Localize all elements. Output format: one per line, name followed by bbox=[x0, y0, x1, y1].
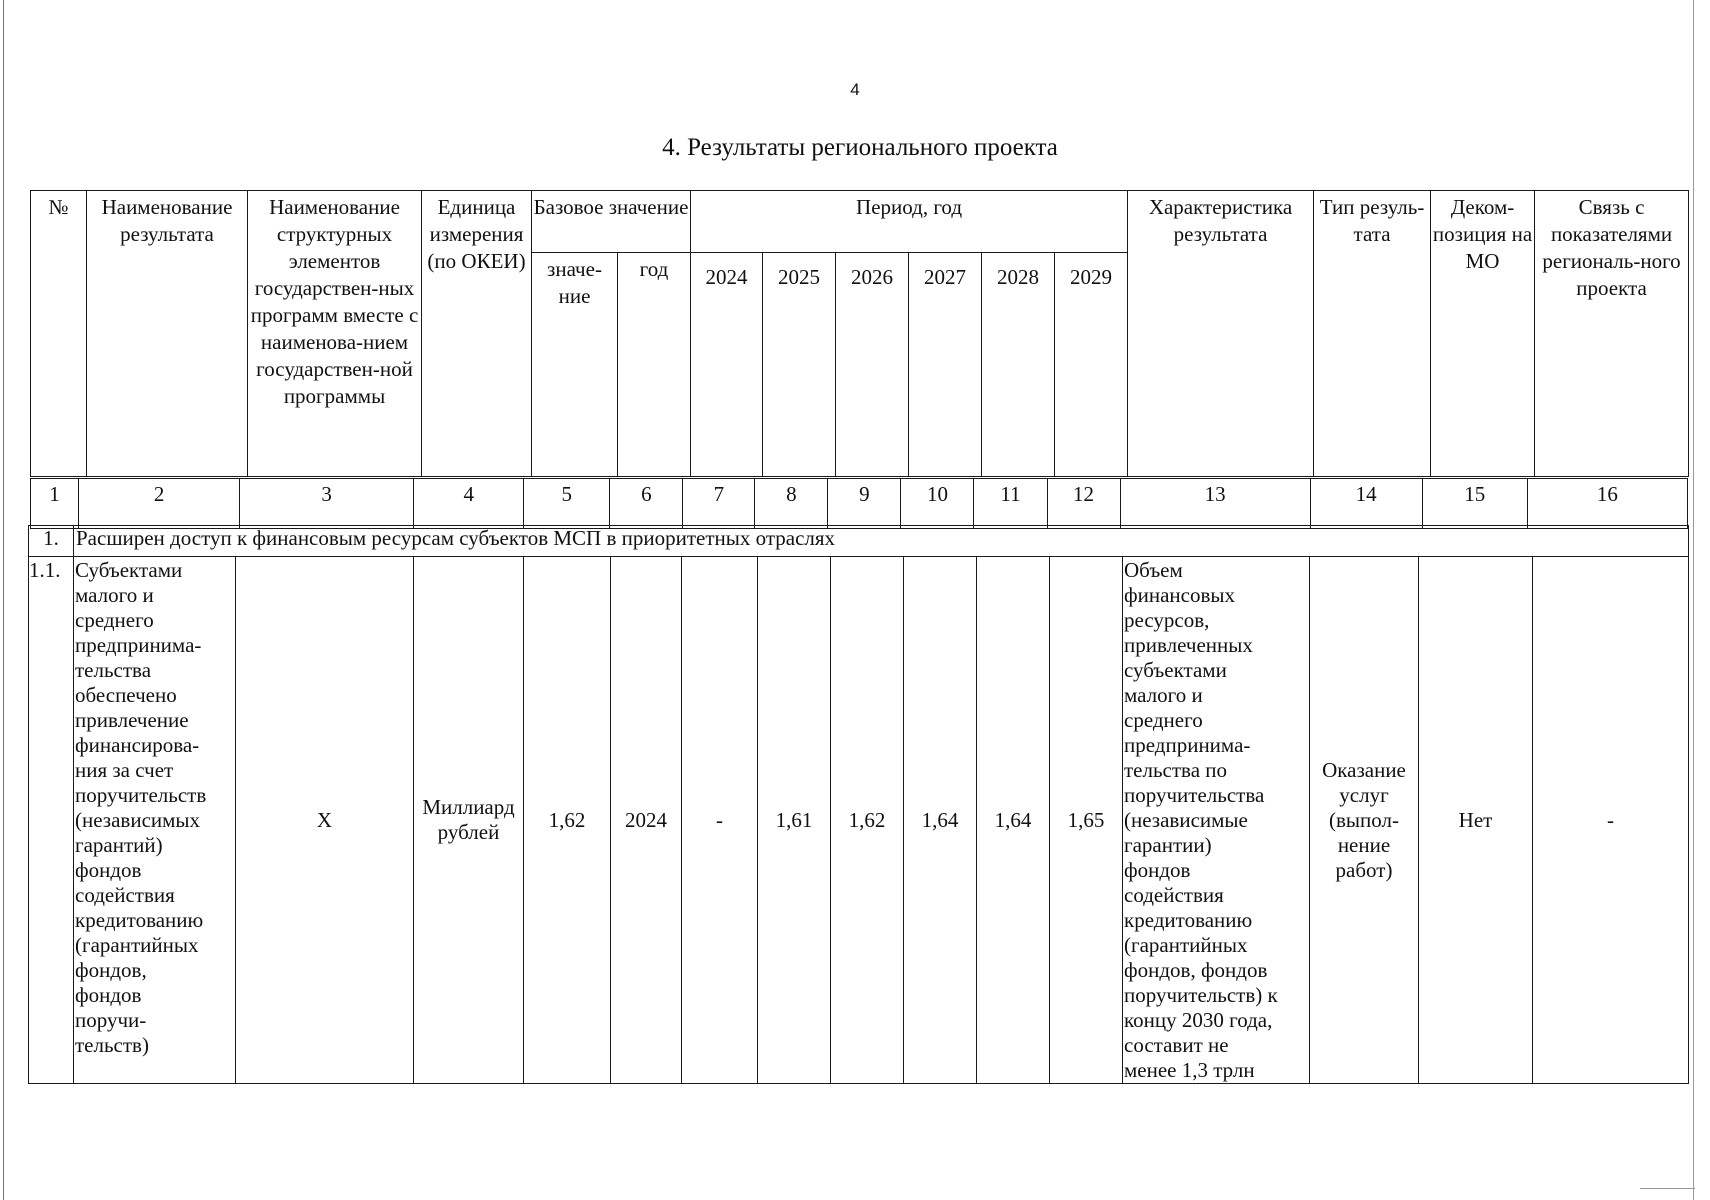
column-number: 1 bbox=[31, 479, 79, 529]
unit: Миллиард рублей bbox=[414, 557, 524, 1084]
column-numbers-row bbox=[30, 478, 1688, 529]
scan-edge-bottom bbox=[1640, 1188, 1695, 1189]
result-characteristic: Объем финансовых ресурсов, привлеченных субъектами малого и среднего предпринима- тельства по поручительства (независимые гарантии) фондов содействия кредитованию (гарантийных фондов, фондов поручительств) к концу 2030 года, составит не менее 1,3 трлн bbox=[1123, 557, 1310, 1084]
column-number: 2 bbox=[79, 479, 240, 529]
column-number: 3 bbox=[240, 479, 414, 529]
scan-edge-right bbox=[1693, 0, 1694, 1200]
column-number: 6 bbox=[610, 479, 683, 529]
header-structural-elements: Наименование структурных элементов государствен-ных программ вместе с наименова-нием государствен-ной программы bbox=[248, 191, 422, 477]
column-number: 15 bbox=[1422, 479, 1527, 529]
header-number: № bbox=[31, 191, 87, 477]
header-year-2027: 2027 bbox=[909, 253, 982, 477]
header-year-2029: 2029 bbox=[1055, 253, 1128, 477]
value-2028: 1,64 bbox=[977, 557, 1050, 1084]
results-table-body bbox=[28, 525, 1689, 1084]
column-number: 11 bbox=[974, 479, 1047, 529]
value-2029: 1,65 bbox=[1050, 557, 1123, 1084]
link-to-indicators: - bbox=[1533, 557, 1689, 1084]
section-number: 1. bbox=[29, 526, 74, 557]
decomposition: Нет bbox=[1419, 557, 1533, 1084]
column-number: 10 bbox=[901, 479, 974, 529]
section-title-cell: Расширен доступ к финансовым ресурсам субъектов МСП в приоритетных отраслях bbox=[74, 526, 1689, 557]
column-number: 12 bbox=[1047, 479, 1120, 529]
table-row bbox=[29, 557, 1689, 1084]
value-2026: 1,62 bbox=[831, 557, 904, 1084]
header-characteristic: Характеристика результата bbox=[1128, 191, 1314, 477]
column-number: 14 bbox=[1310, 479, 1422, 529]
header-base-year: год bbox=[618, 253, 691, 477]
scan-edge-left bbox=[3, 0, 4, 1200]
header-period: Период, год bbox=[691, 191, 1128, 253]
header-result-type: Тип резуль-тата bbox=[1314, 191, 1431, 477]
column-number: 9 bbox=[828, 479, 901, 529]
base-year: 2024 bbox=[611, 557, 682, 1084]
page-number: 4 bbox=[850, 80, 860, 99]
section-title: 4. Результаты регионального проекта bbox=[662, 134, 1058, 161]
value-2027: 1,64 bbox=[904, 557, 977, 1084]
column-number: 4 bbox=[414, 479, 524, 529]
column-number: 16 bbox=[1527, 479, 1687, 529]
column-number: 7 bbox=[683, 479, 755, 529]
header-year-2024: 2024 bbox=[691, 253, 763, 477]
structural-elements: Х bbox=[236, 557, 414, 1084]
header-unit: Единица измерения (по ОКЕИ) bbox=[422, 191, 532, 477]
value-2024: - bbox=[682, 557, 758, 1084]
header-year-2025: 2025 bbox=[763, 253, 836, 477]
section-row bbox=[29, 526, 1689, 557]
row-number: 1.1. bbox=[29, 557, 74, 1084]
header-base-val: значе-ние bbox=[532, 253, 618, 477]
result-name: Субъектами малого и среднего предпринима- тельства обеспечено привлечение финансирова- ния за счет поручительств (независимых гарантий) фондов содействия кредитованию (гарантийных фондов, фондов поручи- тельств) bbox=[74, 557, 236, 1084]
column-number: 13 bbox=[1120, 479, 1310, 529]
results-table-header bbox=[30, 190, 1689, 477]
result-type: Оказание услуг (выпол-нение работ) bbox=[1310, 557, 1419, 1084]
header-year-2028: 2028 bbox=[982, 253, 1055, 477]
base-value: 1,62 bbox=[524, 557, 611, 1084]
column-number: 5 bbox=[524, 479, 610, 529]
header-year-2026: 2026 bbox=[836, 253, 909, 477]
value-2025: 1,61 bbox=[758, 557, 831, 1084]
column-number: 8 bbox=[755, 479, 828, 529]
header-decomposition: Деком-позиция на МО bbox=[1431, 191, 1535, 477]
header-base-value: Базовое значение bbox=[532, 191, 691, 253]
header-link: Связь с показателями региональ-ного проекта bbox=[1535, 191, 1689, 477]
header-result-name: Наименование результата bbox=[87, 191, 248, 477]
